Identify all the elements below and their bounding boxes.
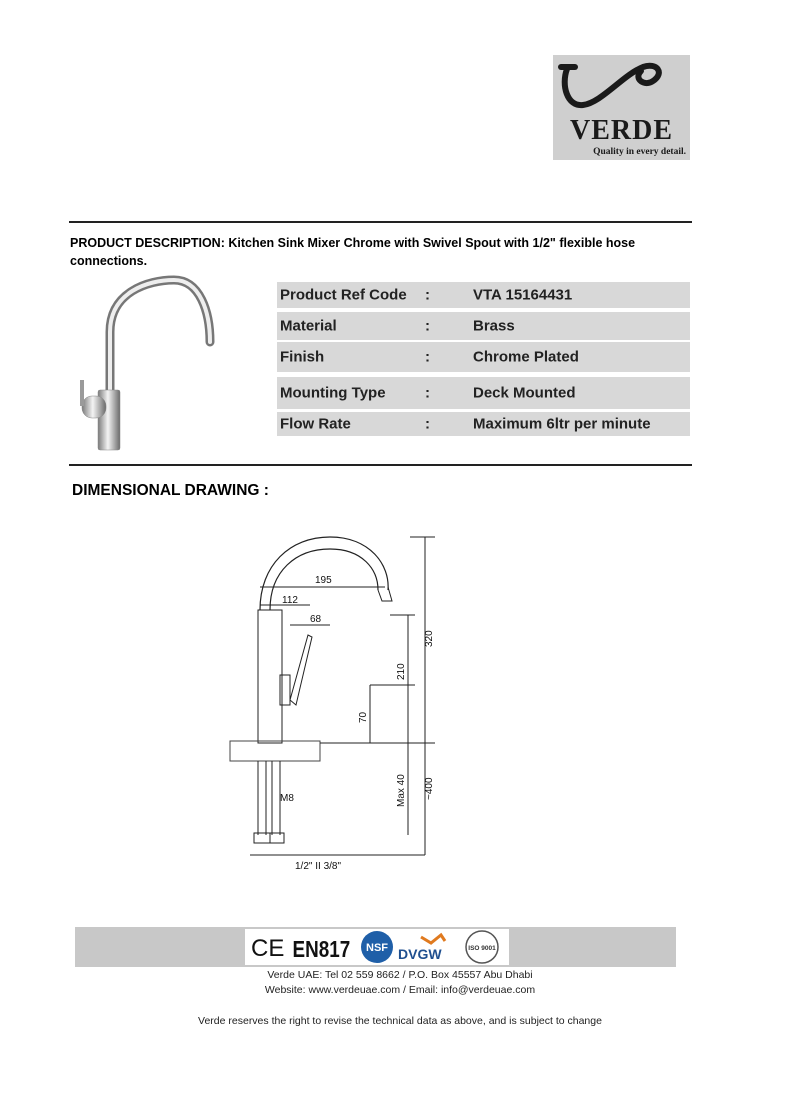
spec-label: Finish	[280, 348, 325, 366]
dim-connection: 1/2" II 3/8"	[295, 861, 342, 872]
nsf-label: NSF	[366, 942, 388, 954]
spec-row-mounting	[277, 377, 690, 409]
dim-height-lever: 70	[358, 711, 369, 723]
verde-logo	[553, 55, 690, 160]
top-divider	[69, 221, 692, 223]
dim-body-to-axis: 112	[282, 595, 298, 606]
certification-logos	[245, 929, 509, 965]
dim-hose-length: ~400	[424, 777, 435, 800]
dvgw-mark-icon: DVGW	[398, 946, 442, 962]
spec-value: Brass	[473, 317, 515, 335]
brand-tagline: Quality in every detail.	[593, 147, 686, 157]
spec-separator: :	[425, 286, 430, 304]
ce-mark-icon: CE	[251, 935, 285, 962]
dim-thread: M8	[280, 793, 294, 804]
footer-disclaimer: Verde reserves the right to revise the technical data as above, and is subject to change	[198, 1015, 602, 1027]
spec-row-flow-rate	[277, 412, 690, 436]
dim-reach: 195	[315, 575, 332, 586]
spec-value: Maximum 6ltr per minute	[473, 415, 651, 433]
spec-separator: :	[425, 384, 430, 402]
dim-lever-offset: 68	[310, 614, 322, 625]
spec-row-finish	[277, 342, 690, 372]
spec-separator: :	[425, 348, 430, 366]
dim-height-spout: 210	[396, 663, 407, 680]
en817-mark-icon: EN817	[292, 937, 351, 963]
faucet-photo	[70, 272, 250, 462]
dim-max-deck: Max 40	[396, 774, 407, 807]
spec-label: Material	[280, 317, 337, 335]
spec-row-material	[277, 312, 690, 340]
dim-height-total: 320	[424, 630, 435, 647]
verde-v-mark-icon	[553, 55, 690, 115]
footer-contact: Verde UAE: Tel 02 559 8662 / P.O. Box 45557 Abu Dhabi	[267, 969, 533, 981]
dimensional-drawing	[220, 525, 450, 885]
spec-value: Chrome Plated	[473, 348, 579, 366]
dimensional-drawing-heading: DIMENSIONAL DRAWING :	[72, 482, 269, 499]
brand-name: VERDE	[569, 115, 673, 146]
spec-label: Product Ref Code	[280, 286, 407, 304]
spec-value: Deck Mounted	[473, 384, 576, 402]
iso-label: ISO 9001	[468, 945, 496, 952]
dvgw-flame-icon	[421, 935, 445, 943]
spec-row-ref-code	[277, 282, 690, 308]
product-description: PRODUCT DESCRIPTION: Kitchen Sink Mixer Chrome with Swivel Spout with 1/2" flexible hose connections.	[70, 236, 636, 268]
footer-web: Website: www.verdeuae.com / Email: info@verdeuae.com	[264, 984, 536, 996]
spec-label: Mounting Type	[280, 384, 386, 402]
spec-separator: :	[425, 415, 430, 433]
spec-separator: :	[425, 317, 430, 335]
spec-value: VTA 15164431	[473, 286, 573, 304]
spec-label: Flow Rate	[280, 415, 351, 433]
middle-divider	[69, 464, 692, 466]
